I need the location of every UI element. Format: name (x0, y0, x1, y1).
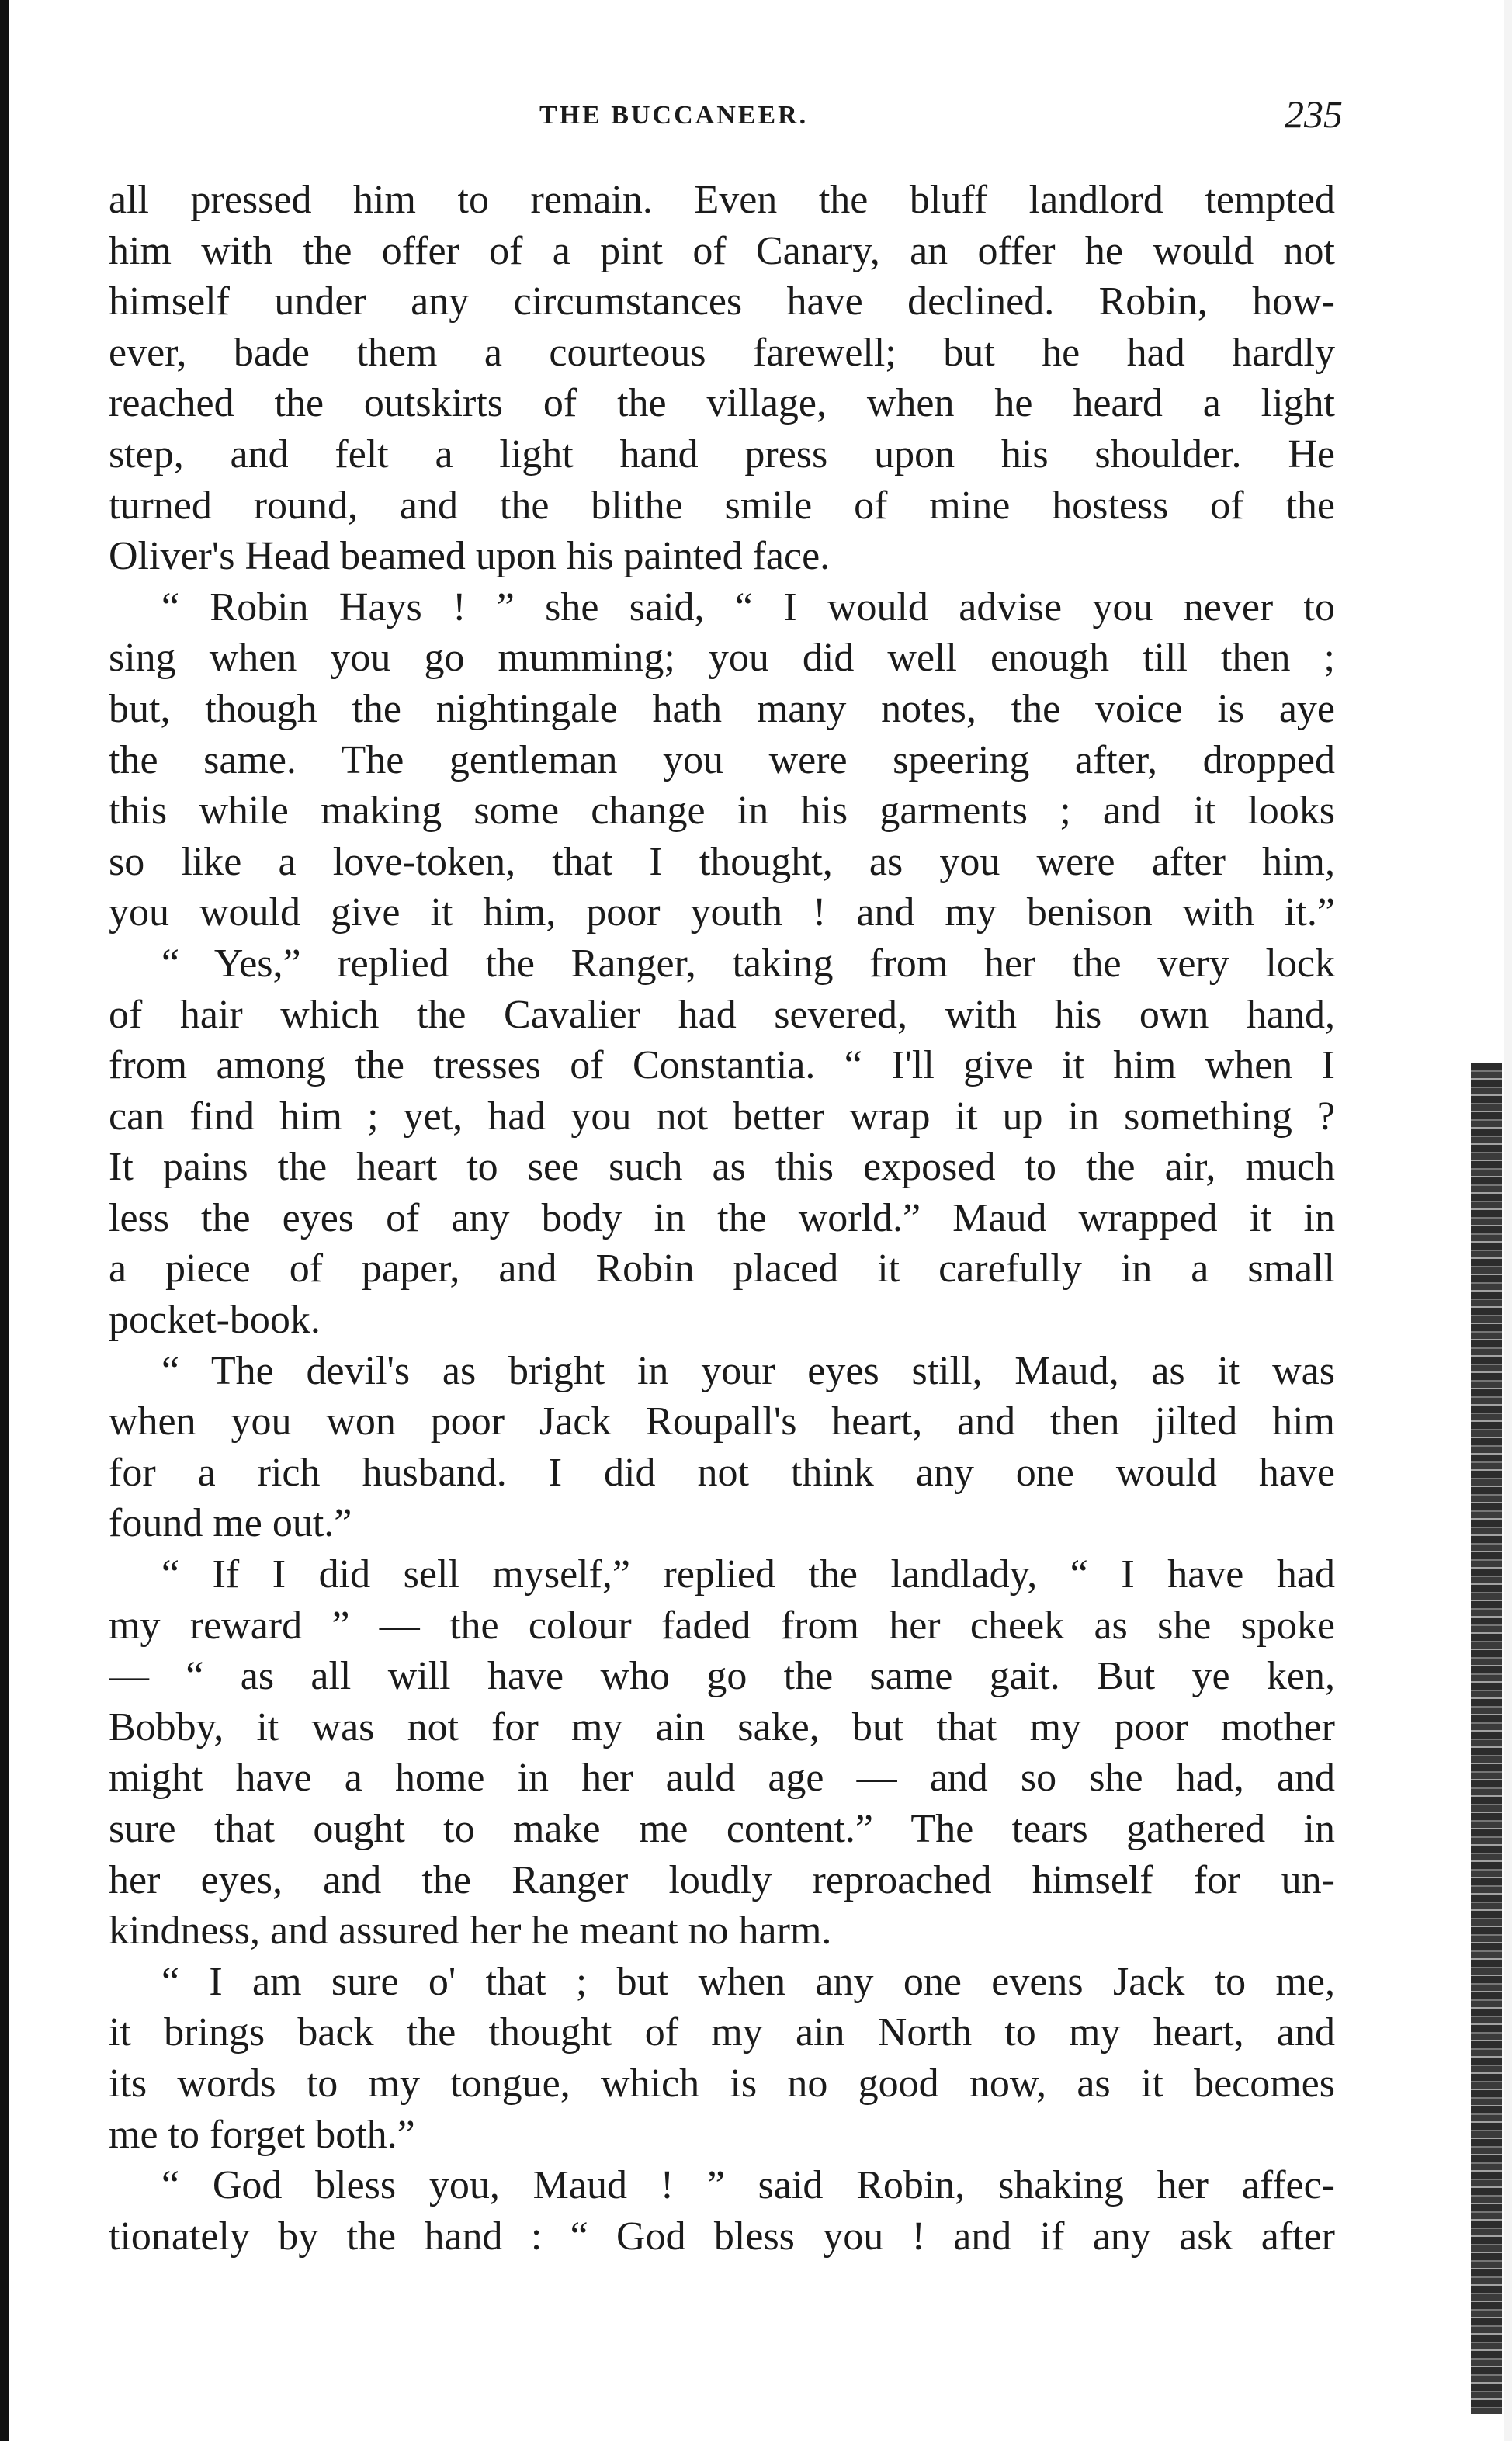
text-line: less the eyes of any body in the world.” Maud wrapped it in (109, 1195, 1335, 1240)
text-line: can find him ; yet, had you not better wrap it up in something ? (109, 1094, 1335, 1139)
text-line: a piece of paper, and Robin placed it carefully in a small (109, 1247, 1335, 1292)
text-line: so like a love-token, that I thought, as you were after him, (109, 839, 1335, 884)
text-line: found me out.” (109, 1501, 352, 1546)
body-text (109, 175, 1335, 2262)
text-line: himself under any circumstances have declined. Robin, how- (109, 279, 1335, 324)
text-line: my reward ” — the colour faded from her cheek as she spoke (109, 1603, 1335, 1648)
text-line: step, and felt a light hand press upon his shoulder. He (109, 432, 1335, 477)
text-line: Oliver's Head beamed upon his painted face. (109, 534, 831, 579)
text-line: for a rich husband. I did not think any one would have (109, 1450, 1335, 1495)
text-line: when you won poor Jack Roupall's heart, and then jilted him (109, 1399, 1335, 1444)
text-line: “ Robin Hays ! ” she said, “ I would advise you never to (161, 584, 1335, 629)
text-line: Bobby, it was not for my ain sake, but that my poor mother (109, 1704, 1335, 1749)
text-line: “ I am sure o' that ; but when any one evens Jack to me, (161, 1959, 1335, 2004)
text-line: this while making some change in his garments ; and it looks (109, 789, 1335, 834)
binding-edge (0, 0, 9, 2441)
text-line: of hair which the Cavalier had severed, with his own hand, (109, 992, 1335, 1037)
text-line: it brings back the thought of my ain North to my heart, and (109, 2010, 1335, 2055)
text-line: from among the tresses of Constantia. “ I'll give it him when I (109, 1043, 1335, 1088)
running-head (109, 92, 1343, 138)
text-line: you would give it him, poor youth ! and my benison with it.” (109, 890, 1335, 935)
text-line: kindness, and assured her he meant no harm. (109, 1909, 832, 1954)
text-line: its words to my tongue, which is no good now, as it becomes (109, 2061, 1335, 2106)
text-line: It pains the heart to see such as this exposed to the air, much (109, 1145, 1335, 1190)
text-line: sure that ought to make me content.” The tears gathered in (109, 1807, 1335, 1851)
text-line: “ The devil's as bright in your eyes still, Maud, as it was (161, 1348, 1335, 1393)
text-line: me to forget both.” (109, 2112, 415, 2157)
text-line: “ Yes,” replied the Ranger, taking from her the very lock (161, 941, 1335, 986)
text-line: reached the outskirts of the village, when he heard a light (109, 381, 1335, 426)
running-title: THE BUCCANEER. (539, 101, 809, 130)
text-line: all pressed him to remain. Even the bluff landlord tempted (109, 178, 1335, 222)
text-line: “ God bless you, Maud ! ” said Robin, shaking her affec- (161, 2163, 1335, 2208)
text-line: turned round, and the blithe smile of mine hostess of the (109, 483, 1335, 528)
text-line: might have a home in her auld age — and so she had, and (109, 1756, 1335, 1801)
text-line: her eyes, and the Ranger loudly reproached himself for un- (109, 1857, 1335, 1902)
page-number: 235 (1285, 92, 1343, 136)
text-line: ever, bade them a courteous farewell; but he had hardly (109, 330, 1335, 375)
text-line: but, though the nightingale hath many notes, the voice is aye (109, 686, 1335, 731)
text-line: “ If I did sell myself,” replied the landlady, “ I have had (161, 1552, 1335, 1597)
page-margin-edge (1504, 0, 1512, 2441)
text-line: him with the offer of a pint of Canary, an offer he would not (109, 228, 1335, 273)
text-line: tionately by the hand : “ God bless you ! and if any ask after (109, 2214, 1335, 2259)
text-line: sing when you go mumming; you did well enough till then ; (109, 636, 1335, 681)
scan-edge-shadow (1471, 1063, 1502, 2414)
text-line: the same. The gentleman you were speering after, dropped (109, 737, 1335, 782)
text-line: — “ as all will have who go the same gait. But ye ken, (109, 1654, 1335, 1699)
text-line: pocket-book. (109, 1298, 321, 1343)
